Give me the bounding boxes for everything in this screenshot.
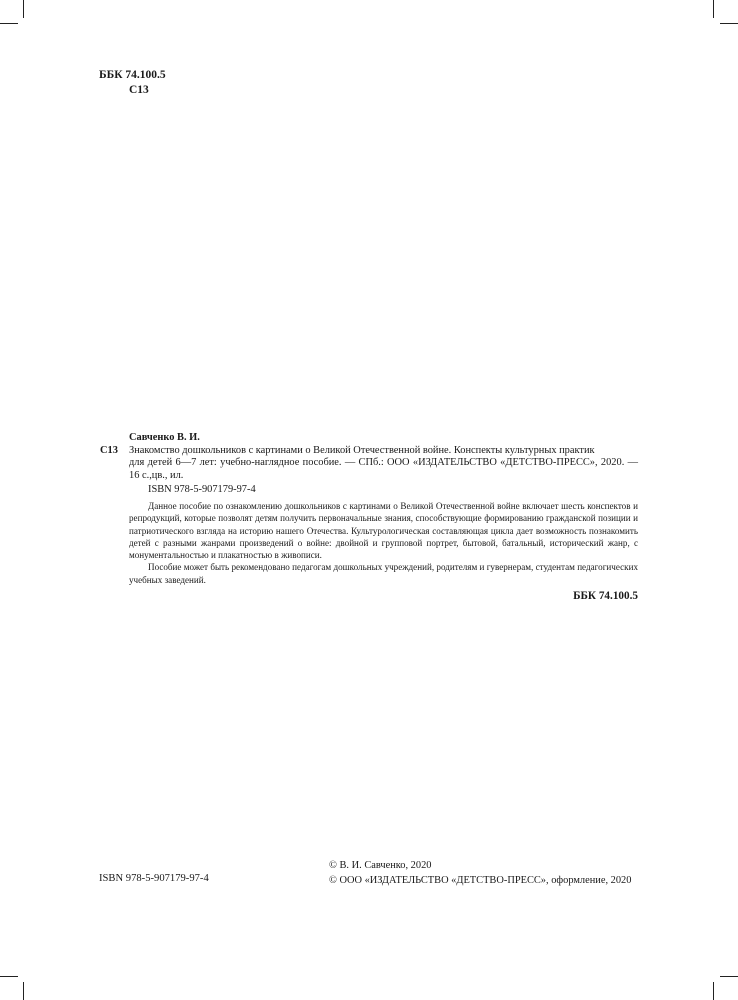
classification-block: [99, 68, 166, 98]
crop-mark-top-right: [713, 0, 714, 18]
catalog-card: [100, 432, 638, 603]
crop-mark-bottom-left: [23, 982, 24, 1000]
author-code: С13: [129, 84, 149, 96]
copyright-block: [329, 858, 631, 888]
crop-mark-left-bottom: [0, 976, 18, 977]
abstract-paragraph-1: Данное пособие по ознакомлению дошкольников с картинами о Великой Отечественной войне включает шесть конспектов и репродукций, которые позволят детям получить первоначальные знания, способствующие формированию гражданской позиции и патриотического взгляда на историю нашего Отечества. Культурологическая составляющая цикла дает возможность познакомить детей с разными жанрами произведений о войне: двойной и групповой портрет, бытовой, батальный, исторический жанр, с монументальностью и плакатностью в живописи.: [129, 500, 638, 561]
card-title-rest: для детей 6—7 лет: учебно-наглядное пособие. — СПб.: ООО «ИЗДАТЕЛЬСТВО «ДЕТСТВО-ПРЕСС», 2020. — 16 с.,цв., ил.: [129, 457, 638, 481]
card-code: С13: [100, 444, 118, 456]
card-title-line1: Знакомство дошкольников с картинами о Великой Отечественной войне. Конспекты культурных практик: [129, 444, 595, 456]
crop-mark-left-top: [0, 23, 18, 24]
crop-mark-right-top: [720, 23, 738, 24]
card-title-row: [100, 445, 638, 458]
crop-mark-bottom-right: [713, 982, 714, 1000]
abstract-paragraph-2: Пособие может быть рекомендовано педагогам дошкольных учреждений, родителям и гувернерам, студентам педагогических учебных заведений.: [129, 562, 638, 585]
copyright-publisher: © ООО «ИЗДАТЕЛЬСТВО «ДЕТСТВО-ПРЕСС», оформление, 2020: [329, 875, 632, 886]
card-author: Савченко В. И.: [129, 432, 200, 443]
crop-mark-top-left: [23, 0, 24, 18]
crop-mark-right-bottom: [720, 976, 738, 977]
card-abstract: [100, 500, 638, 586]
card-bbk: ББК 74.100.5: [573, 590, 638, 603]
bbk-index: ББК 74.100.5: [99, 69, 166, 81]
copyright-author: © В. И. Савченко, 2020: [329, 860, 432, 871]
card-isbn: ISBN 978-5-907179-97-4: [148, 484, 256, 496]
footer-isbn: ISBN 978-5-907179-97-4: [99, 873, 209, 884]
